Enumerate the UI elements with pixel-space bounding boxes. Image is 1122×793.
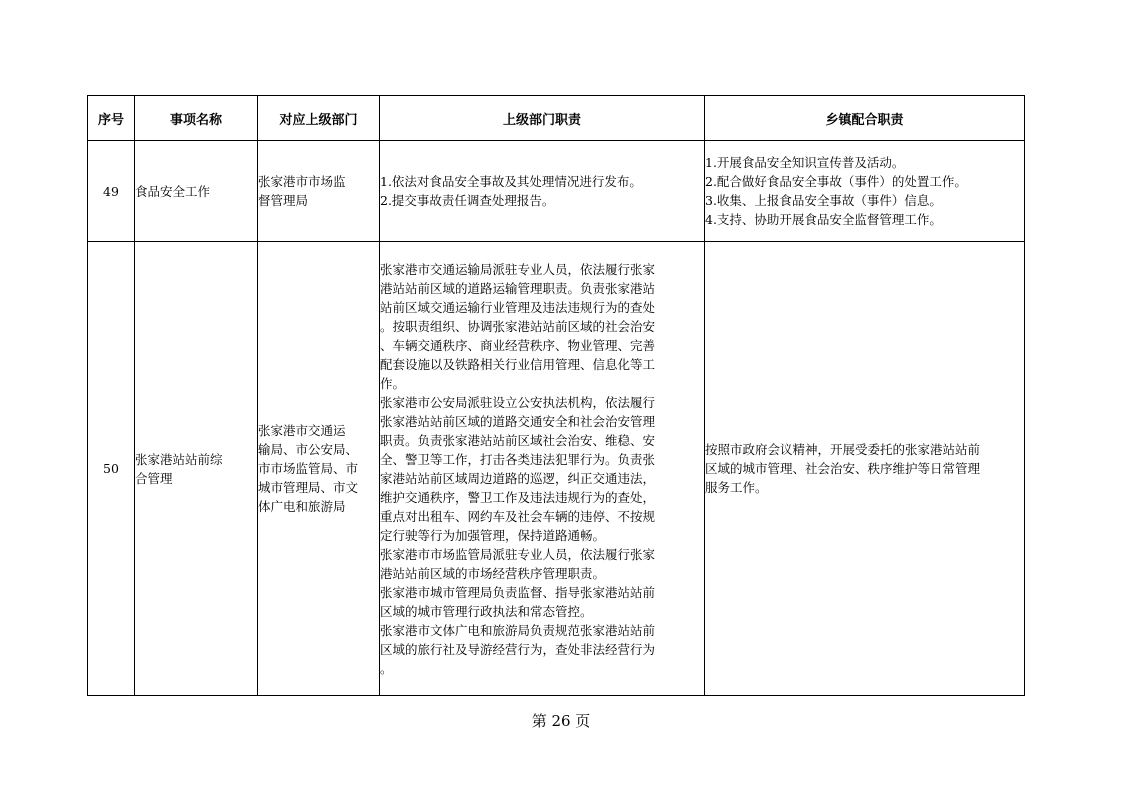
item-name-cell bbox=[135, 242, 258, 696]
duty-line: 。按职责组织、协调张家港站站前区域的社会治安 bbox=[380, 318, 656, 334]
duty-line: 重点对出租车、网约车及社会车辆的违停、不按规 bbox=[380, 508, 656, 524]
duty-line: 2.提交事故责任调查处理报告。 bbox=[380, 193, 555, 208]
township-duty-line: 按照市政府会议精神，开展受委托的张家港站站前 bbox=[705, 442, 981, 457]
header-item-name: 事项名称 bbox=[135, 96, 258, 141]
header-department-duties: 上级部门职责 bbox=[380, 96, 705, 141]
duty-line: 配套设施以及铁路相关行业信用管理、信息化等工 bbox=[380, 356, 656, 372]
item-name-line: 张家港站站前综 bbox=[135, 451, 223, 467]
duty-line: 张家港市交通运输局派驻专业人员，依法履行张家 bbox=[380, 261, 656, 277]
duty-line: 张家港市城市管理局负责监督、指导张家港站站前 bbox=[380, 584, 656, 600]
duty-line: 张家港市公安局派驻设立公安执法机构，依法履行 bbox=[380, 394, 656, 410]
duty-line: 港站站前区域的市场经营秩序管理职责。 bbox=[380, 565, 606, 581]
duty-line: 1.依法对食品安全事故及其处理情况进行发布。 bbox=[380, 174, 642, 189]
duty-line: 区域的旅行社及导游经营行为，查处非法经营行为 bbox=[380, 641, 656, 657]
duty-line: 港站站前区域的道路运输管理职责。负责张家港站 bbox=[380, 280, 656, 296]
duty-line: 家港站站前区域周边道路的巡逻，纠正交通违法， bbox=[380, 470, 656, 486]
township-duty-line: 2.配合做好食品安全事故（事件）的处置工作。 bbox=[705, 174, 967, 189]
department-line: 体广电和旅游局 bbox=[258, 499, 346, 514]
township-duties-cell bbox=[705, 141, 1025, 242]
header-serial-number: 序号 bbox=[88, 96, 135, 141]
duty-line: 定行驶等行为加强管理，保持道路通畅。 bbox=[380, 527, 606, 543]
public-security-bureau-duty-paragraph bbox=[380, 393, 704, 545]
department-line: 市市场监管局、市 bbox=[258, 461, 359, 476]
superior-department-cell bbox=[258, 141, 380, 242]
township-duties-cell bbox=[705, 242, 1025, 696]
duty-line: 张家港市市场监管局派驻专业人员，依法履行张家 bbox=[380, 546, 656, 562]
duty-line: 。 bbox=[380, 660, 393, 676]
department-line: 督管理局 bbox=[258, 193, 309, 208]
header-row bbox=[88, 96, 1025, 141]
serial-number-cell: 50 bbox=[88, 242, 135, 696]
header-township-duties: 乡镇配合职责 bbox=[705, 96, 1025, 141]
table-row bbox=[88, 242, 1025, 696]
department-line: 输局、市公安局、 bbox=[258, 442, 359, 457]
duty-line: 作。 bbox=[380, 375, 406, 391]
duty-line: 张家港站站前区域的道路交通安全和社会治安管理 bbox=[380, 413, 656, 429]
market-regulation-duty-paragraph bbox=[380, 545, 704, 583]
page-number: 第 26 页 bbox=[531, 712, 591, 730]
department-duties-cell bbox=[380, 242, 705, 696]
township-duty-line: 服务工作。 bbox=[705, 480, 768, 495]
duty-line: 站前区域交通运输行业管理及违法违规行为的查处 bbox=[380, 299, 656, 315]
duty-line: 维护交通秩序，警卫工作及违法违规行为的查处， bbox=[380, 489, 656, 505]
item-name-text: 食品安全工作 bbox=[135, 183, 211, 199]
department-line: 张家港市交通运 bbox=[258, 423, 346, 438]
duty-line: 、车辆交通秩序、商业经营秩序、物业管理、完善 bbox=[380, 337, 656, 353]
duty-line: 全、警卫等工作，打击各类违法犯罪行为。负责张 bbox=[380, 451, 656, 467]
transport-bureau-duty-paragraph bbox=[380, 260, 704, 393]
department-duties-cell bbox=[380, 141, 705, 242]
superior-department-cell bbox=[258, 242, 380, 696]
duty-line: 张家港市文体广电和旅游局负责规范张家港站站前 bbox=[380, 622, 656, 638]
duty-line: 区域的城市管理行政执法和常态管控。 bbox=[380, 603, 593, 619]
township-duty-line: 4.支持、协助开展食品安全监督管理工作。 bbox=[705, 212, 942, 227]
township-duty-line: 区域的城市管理、社会治安、秩序维护等日常管理 bbox=[705, 461, 981, 476]
department-line: 张家港市市场监 bbox=[258, 174, 346, 189]
item-name-cell bbox=[135, 141, 258, 242]
item-name-line: 合管理 bbox=[135, 470, 173, 486]
department-line: 城市管理局、市文 bbox=[258, 480, 359, 495]
table-row bbox=[88, 141, 1025, 242]
culture-tourism-duty-paragraph bbox=[380, 621, 704, 678]
urban-management-duty-paragraph bbox=[380, 583, 704, 621]
duty-line: 职责。负责张家港站站前区域社会治安、维稳、安 bbox=[380, 432, 656, 448]
township-duty-line: 3.收集、上报食品安全事故（事件）信息。 bbox=[705, 193, 942, 208]
duties-table bbox=[87, 95, 1025, 696]
serial-number-cell: 49 bbox=[88, 141, 135, 242]
header-superior-department: 对应上级部门 bbox=[258, 96, 380, 141]
township-duty-line: 1.开展食品安全知识宣传普及活动。 bbox=[705, 155, 905, 170]
